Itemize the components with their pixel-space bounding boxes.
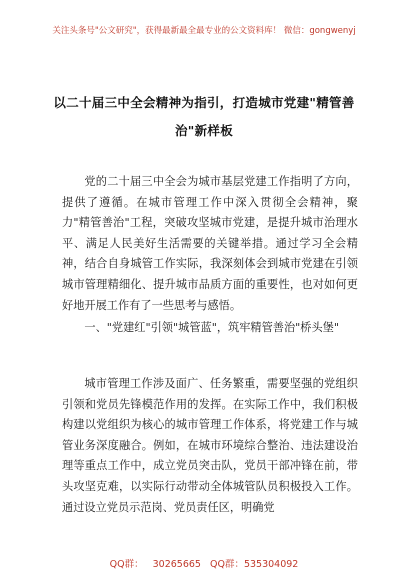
footer-contact: QQ群： 30265665 QQ群：535304092 [109,559,299,570]
promo-banner: 关注头条号"公文研究"，获得最新最全最专业的公文资料库！ 微信：gongwenyj [52,26,356,36]
section-heading-1: 一、"党建红"引领"城管蓝"，筑牢精管善治"桥头堡" [84,321,340,334]
document-title-line2: 治"新样板 [174,123,233,138]
body-paragraph-2: 城市管理工作涉及面广、任务繁重，需要坚强的党组织引领和党员先锋模范作用的发挥。在实际工作中，我们积极构建以党组织为核心的城市管理工作体系，将党建工作与城管业务深度融合。例如，在城市环境综合整治、违法建设治理等重点工作中，成立党员突击队，党员干部冲锋在前，带头攻坚克难，以实际行动带动全体城管队员积极投入工作。通过设立党员示范岗、党员责任区，明确党 [62,377,358,514]
body-paragraph-1: 党的二十届三中全会为城市基层党建工作指明了方向，提供了遵循。在城市管理工作中深入贯彻全会精神，聚力"精管善治"工程，突破攻坚城市党建，是提升城市治理水平、满足人民美好生活需要的关键举措。通过学习全会精神，结合自身城管工作实际，我深刻体会到城市党建在引领城市管理精细化、提升城市品质方面的重要性，也对如何更好地开展工作有了一些思考与感悟。 [62,175,358,312]
document-title-line1: 以二十届三中全会精神为指引，打造城市党建"精管善 [53,95,355,110]
